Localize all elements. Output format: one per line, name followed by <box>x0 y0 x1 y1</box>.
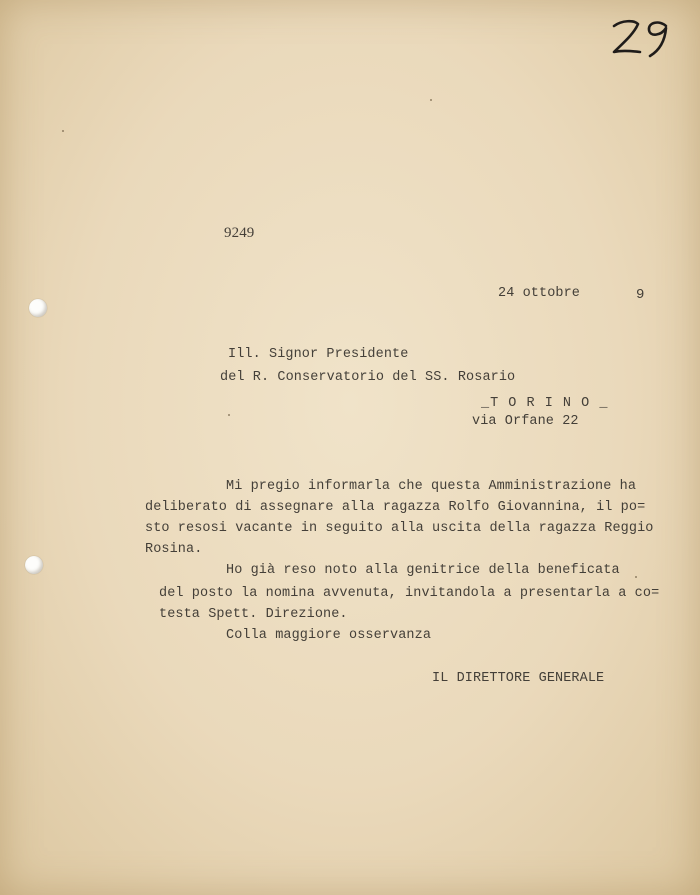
addressee-line-2: del R. Conservatorio del SS. Rosario <box>220 370 516 385</box>
addressee-city: _T O R I N O _ <box>481 396 609 411</box>
punch-hole-top <box>29 299 47 317</box>
ink-speck <box>62 130 64 132</box>
punch-hole-bottom <box>25 556 43 574</box>
handwritten-page-number <box>608 12 678 60</box>
body-line: del posto la nomina avvenuta, invitandola a presentarla a co= <box>159 586 660 601</box>
body-line: deliberato di assegnare alla ragazza Rolfo Giovannina, il po= <box>145 500 646 515</box>
body-line: Ho già reso noto alla genitrice della beneficata <box>226 563 620 578</box>
addressee-line-1: Ill. Signor Presidente <box>228 347 409 362</box>
letter-date: 24 ottobre <box>498 286 581 301</box>
signature-title: IL DIRETTORE GENERALE <box>432 671 605 686</box>
body-line: sto resosi vacante in seguito alla uscita della ragazza Reggio <box>145 521 654 536</box>
letter-date-year: 9 <box>636 287 645 303</box>
protocol-number: 9249 <box>224 225 255 241</box>
closing-salutation: Colla maggiore osservanza <box>226 628 432 643</box>
addressee-street: via Orfane 22 <box>472 414 579 429</box>
ink-speck <box>635 576 637 578</box>
ink-speck <box>228 414 230 416</box>
body-line: Rosina. <box>145 542 203 557</box>
body-line: Mi pregio informarla che questa Amministrazione ha <box>226 479 637 494</box>
body-line: testa Spett. Direzione. <box>159 607 348 622</box>
ink-speck <box>430 99 432 101</box>
